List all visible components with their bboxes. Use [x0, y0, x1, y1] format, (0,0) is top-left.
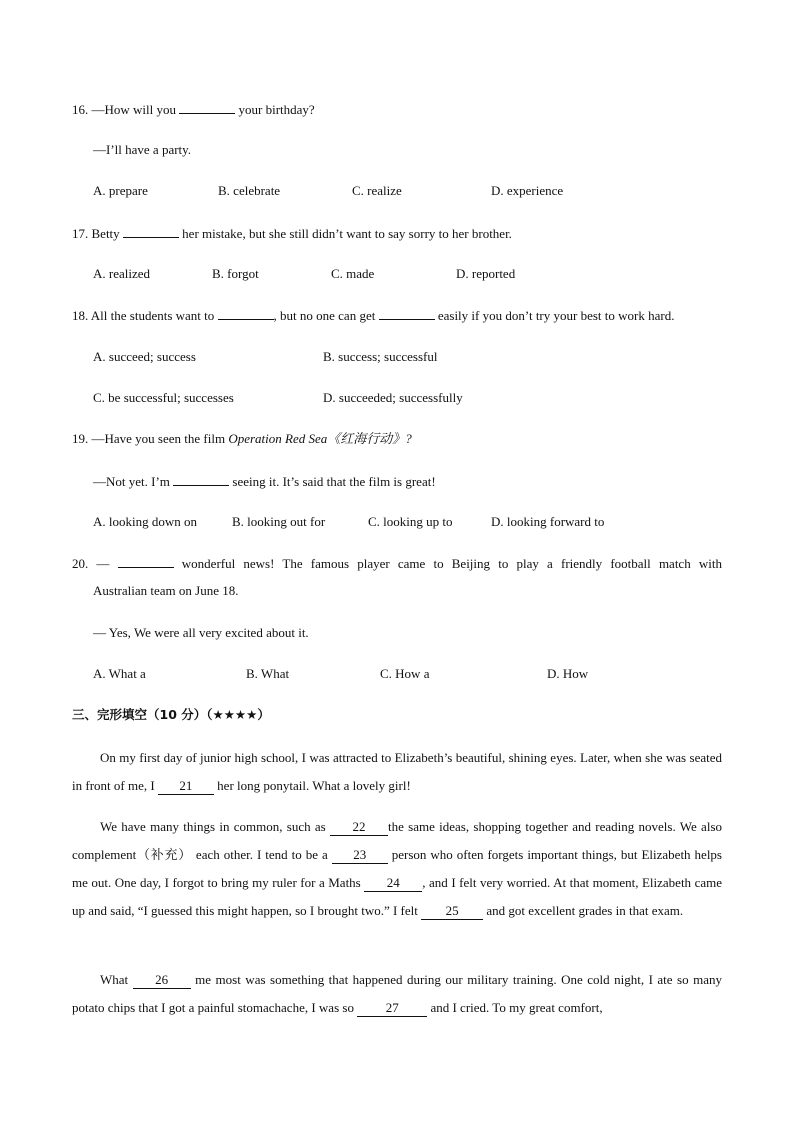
q19-option-b: B. looking out for [232, 514, 326, 529]
cloze-blank-24: 24 [364, 875, 422, 892]
q18-blank-1 [218, 306, 274, 320]
cloze-blank-21: 21 [158, 778, 214, 795]
question-16-reply: —I’ll have a party. [93, 142, 192, 157]
q17-option-a: A. realized [93, 266, 151, 281]
q18-option-d: D. succeeded; successfully [323, 390, 463, 405]
question-20-stem-line1 [72, 554, 722, 573]
cloze-p2-text-e: and got excellent grades in that exam. [483, 903, 684, 918]
q16-option-a: A. prepare [93, 183, 148, 198]
q20-option-c: C. How a [380, 666, 430, 681]
q17-option-d: D. reported [456, 266, 516, 281]
q19-film-title: Operation Red Sea《红海行动》? [228, 431, 412, 446]
cloze-p3-text-a: What [100, 972, 133, 987]
q16-option-b: B. celebrate [218, 183, 281, 198]
question-20-stem-line2: Australian team on June 18. [93, 583, 239, 598]
q18-option-a: A. succeed; success [93, 349, 196, 364]
cloze-blank-25: 25 [421, 903, 483, 920]
section-title: 三、完形填空（10 分）（★★★★） [72, 707, 270, 722]
question-17-stem [72, 224, 512, 243]
q18-blank-2 [379, 306, 435, 320]
q19-blank [173, 472, 229, 486]
q20-option-b: B. What [246, 666, 290, 681]
q19-stem-pre: 19. —Have you seen the film [72, 431, 229, 446]
q20-blank [118, 554, 174, 568]
q17-stem-post: her mistake, but she still didn’t want to say sorry to her brother. [178, 226, 512, 241]
q18-stem-pre: 18. All the students want to [72, 308, 218, 323]
q20-option-d: D. How [547, 666, 589, 681]
q18-stem-post: easily if you don’t try your best to work hard. [434, 308, 675, 323]
q20-stem-pre: 20. — [72, 556, 118, 571]
q20-option-a: A. What a [93, 666, 146, 681]
cloze-p3-text-b: me most was something that happened during our military training. One cold night, I ate so many potato chips that I got a painful stomachache, I was so [72, 972, 722, 1015]
q16-stem-post: your birthday? [235, 102, 315, 117]
q16-option-d: D. experience [491, 183, 564, 198]
cloze-p3-text-c: and I cried. To my great comfort, [427, 1000, 603, 1015]
cloze-paragraph-3 [72, 966, 722, 1022]
cloze-blank-22: 22 [330, 819, 388, 836]
q19-reply-post: seeing it. It’s said that the film is great! [229, 474, 436, 489]
q16-blank [179, 100, 235, 114]
q19-reply-pre: —Not yet. I’m [93, 474, 174, 489]
cloze-p2-text-d: , and I felt very worried. At that moment, Elizabeth came up and said, “I guessed this might happen, so I brought two.” I felt [72, 875, 722, 918]
cloze-paragraph-2 [72, 813, 722, 925]
cloze-p2-text-a: We have many things in common, such as [100, 819, 330, 834]
cloze-p1-text-b: her long ponytail. What a lovely girl! [213, 778, 411, 793]
question-16-stem [72, 100, 315, 119]
q17-option-c: C. made [331, 266, 375, 281]
q20-stem-line1-post: wonderful news! The famous player came to Beijing to play a friendly football match with [173, 556, 722, 571]
question-20-reply: — Yes, We were all very excited about it. [93, 625, 309, 640]
q19-option-c: C. looking up to [368, 514, 453, 529]
cloze-blank-26: 26 [133, 972, 191, 989]
question-19-reply [93, 472, 436, 491]
q19-option-d: D. looking forward to [491, 514, 605, 529]
cloze-p2-text-c: person who often forgets important things, but Elizabeth helps me out. One day, I forgot to bring my ruler for a Maths [72, 847, 722, 890]
cloze-blank-23: 23 [332, 847, 388, 864]
cloze-blank-27: 27 [357, 1000, 427, 1017]
q18-option-c: C. be successful; successes [93, 390, 234, 405]
q16-option-c: C. realize [352, 183, 402, 198]
cloze-p1-text-a: On my first day of junior high school, I was attracted to Elizabeth’s beautiful, shining eyes. Later, when she was seated in front of me, I [72, 750, 722, 793]
question-19-stem [72, 430, 412, 448]
q17-option-b: B. forgot [212, 266, 259, 281]
cloze-paragraph-1 [72, 744, 722, 800]
q18-option-b: B. success; successful [323, 349, 438, 364]
q17-blank [123, 224, 179, 238]
q17-stem-pre: 17. Betty [72, 226, 123, 241]
cloze-p2-text-b: the same ideas, shopping together and reading novels. We also complement（补充） each other. I tend to be a [72, 819, 722, 862]
q19-option-a: A. looking down on [93, 514, 197, 529]
q18-stem-mid: , but no one can get [273, 308, 379, 323]
q16-stem-pre: 16. —How will you [72, 102, 180, 117]
question-18-stem [72, 306, 674, 325]
